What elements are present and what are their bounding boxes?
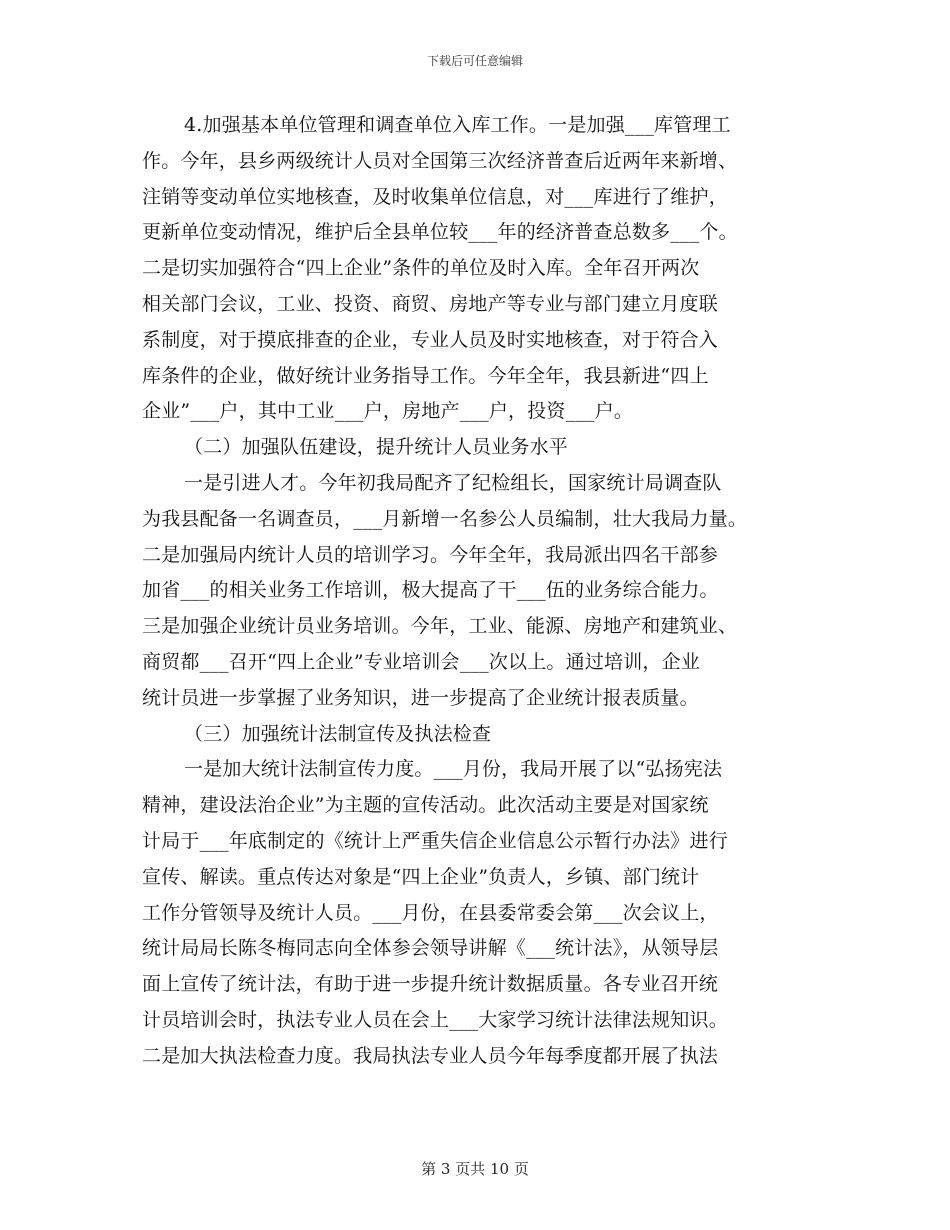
text-line: 统计员进一步掌握了业务知识，进一步提高了企业统计报表质量。 [142,686,699,709]
text-line: （二）加强队伍建设，提升统计人员业务水平 [184,436,569,459]
text-line: 作。今年，县乡两级统计人员对全国第三次经济普查后近两年来新增、 [142,149,738,172]
text-line: 计员培训会时，执法专业人员在会上___大家学习统计法律法规知识。 [142,1008,728,1031]
text-line: 相关部门会议，工业、投资、商贸、房地产等专业与部门建立月度联 [142,292,719,315]
text-line: 一是加大统计法制宣传力度。___月份，我局开展了以“弘扬宪法 [184,758,723,781]
text-line: 二是切实加强符合“四上企业”条件的单位及时入库。全年召开两次 [142,257,700,280]
text-line: 宣传、解读。重点传达对象是“四上企业”负责人，乡镇、部门统计 [142,865,700,888]
text-line: 计局于___年底制定的《统计上严重失信企业信息公示暂行办法》进行 [142,829,728,852]
text-line: 系制度，对于摸底排查的企业，专业人员及时实地核查，对于符合入 [142,328,719,351]
text-line: 注销等变动单位实地核查，及时收集单位信息，对___库进行了维护， [142,185,728,208]
text-line: 为我县配备一名调查员，___月新增一名参公人员编制，壮大我局力量。 [142,507,748,530]
text-line: 加省___的相关业务工作培训，极大提高了干___伍的业务综合能力。 [142,579,719,602]
page-header: 下载后可任意编辑 [426,54,523,68]
text-line: 二是加强局内统计人员的培训学习。今年全年，我局派出四名干部参 [142,543,719,566]
text-line: 三是加强企业统计员业务培训。今年，工业、能源、房地产和建筑业、 [142,615,738,638]
document-body [142,108,822,1075]
text-line: 商贸都___召开“四上企业”专业培训会___次以上。通过培训，企业 [142,650,701,673]
text-line: （三）加强统计法制宣传及执法检查 [184,722,492,745]
text-line: 面上宣传了统计法，有助于进一步提升统计数据质量。各专业召开统 [142,973,719,996]
text-line: 二是加大执法检查力度。我局执法专业人员今年每季度都开展了执法 [142,1044,719,1067]
text-line: 精神，建设法治企业”为主题的宣传活动。此次活动主要是对国家统 [142,794,709,817]
text-line: 企业”___户，其中工业___户，房地产___户，投资___户。 [142,400,634,423]
text-line: 一是引进人才。今年初我局配齐了纪检组长，国家统计局调查队 [184,471,722,494]
text-line: 统计局局长陈冬梅同志向全体参会领导讲解《___统计法》，从领导层 [142,937,719,960]
page-footer: 第 3 页共 10 页 [421,1160,529,1178]
text-line: 4.加强基本单位管理和调查单位入库工作。一是加强___库管理工 [184,114,731,136]
text-line: 工作分管领导及统计人员。___月份，在县委常委会第___次会议上， [142,901,719,924]
text-line: 库条件的企业，做好统计业务指导工作。今年全年，我县新进“四上 [142,364,709,387]
text-line: 更新单位变动情况，维护后全县单位较___年的经济普查总数多___个。 [142,221,738,244]
